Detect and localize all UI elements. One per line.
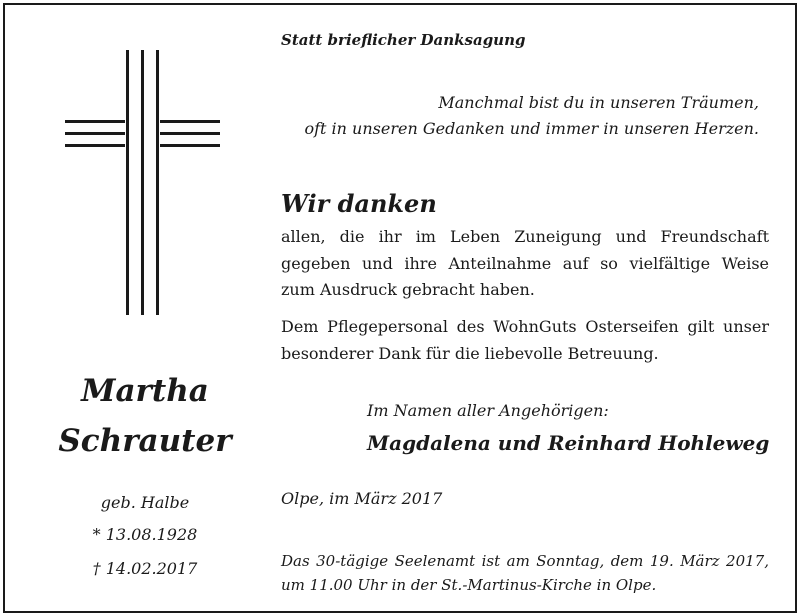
quote-line-2: oft in unseren Gedanken und immer in unseren Herzen.	[304, 119, 759, 138]
born-name: geb. Halbe	[100, 493, 190, 512]
requiem-notice	[281, 549, 769, 597]
signer-names: Magdalena und Reinhard Hohleweg	[367, 431, 770, 455]
cross-icon	[65, 50, 220, 320]
notice-line: um 11.00 Uhr in der St.-Martinus-Kirche in Olpe.	[281, 576, 657, 594]
birth-date: * 13.08.1928	[92, 525, 198, 544]
deceased-first-name: Martha	[81, 373, 209, 409]
paragraph-line: besonderer Dank für die liebevolle Betreuung.	[281, 343, 659, 363]
quote-line-1: Manchmal bist du in unseren Träumen,	[438, 93, 759, 112]
notice-header: Statt brieflicher Danksagung	[281, 31, 526, 49]
care-staff-paragraph	[281, 314, 769, 367]
thanks-paragraph	[281, 224, 769, 304]
thanks-title: Wir danken	[281, 189, 437, 218]
paragraph-line: allen, die ihr im Leben Zuneigung und Freundschaft	[281, 227, 769, 246]
notice-line: Das 30-tägige Seelenamt ist am Sonntag, dem 19. März 2017,	[281, 552, 769, 570]
death-date: † 14.02.2017	[92, 559, 198, 578]
deceased-last-name: Schrauter	[58, 423, 232, 459]
paragraph-line: Dem Pflegepersonal des WohnGuts Osterseifen gilt unser	[281, 317, 769, 336]
place-date: Olpe, im März 2017	[281, 489, 443, 508]
paragraph-line: gegeben und ihre Anteilnahme auf so vielfältige Weise	[281, 253, 769, 273]
obituary-notice	[3, 3, 797, 613]
on-behalf-line: Im Namen aller Angehörigen:	[367, 401, 609, 420]
paragraph-line: zum Ausdruck gebracht haben.	[281, 280, 535, 299]
